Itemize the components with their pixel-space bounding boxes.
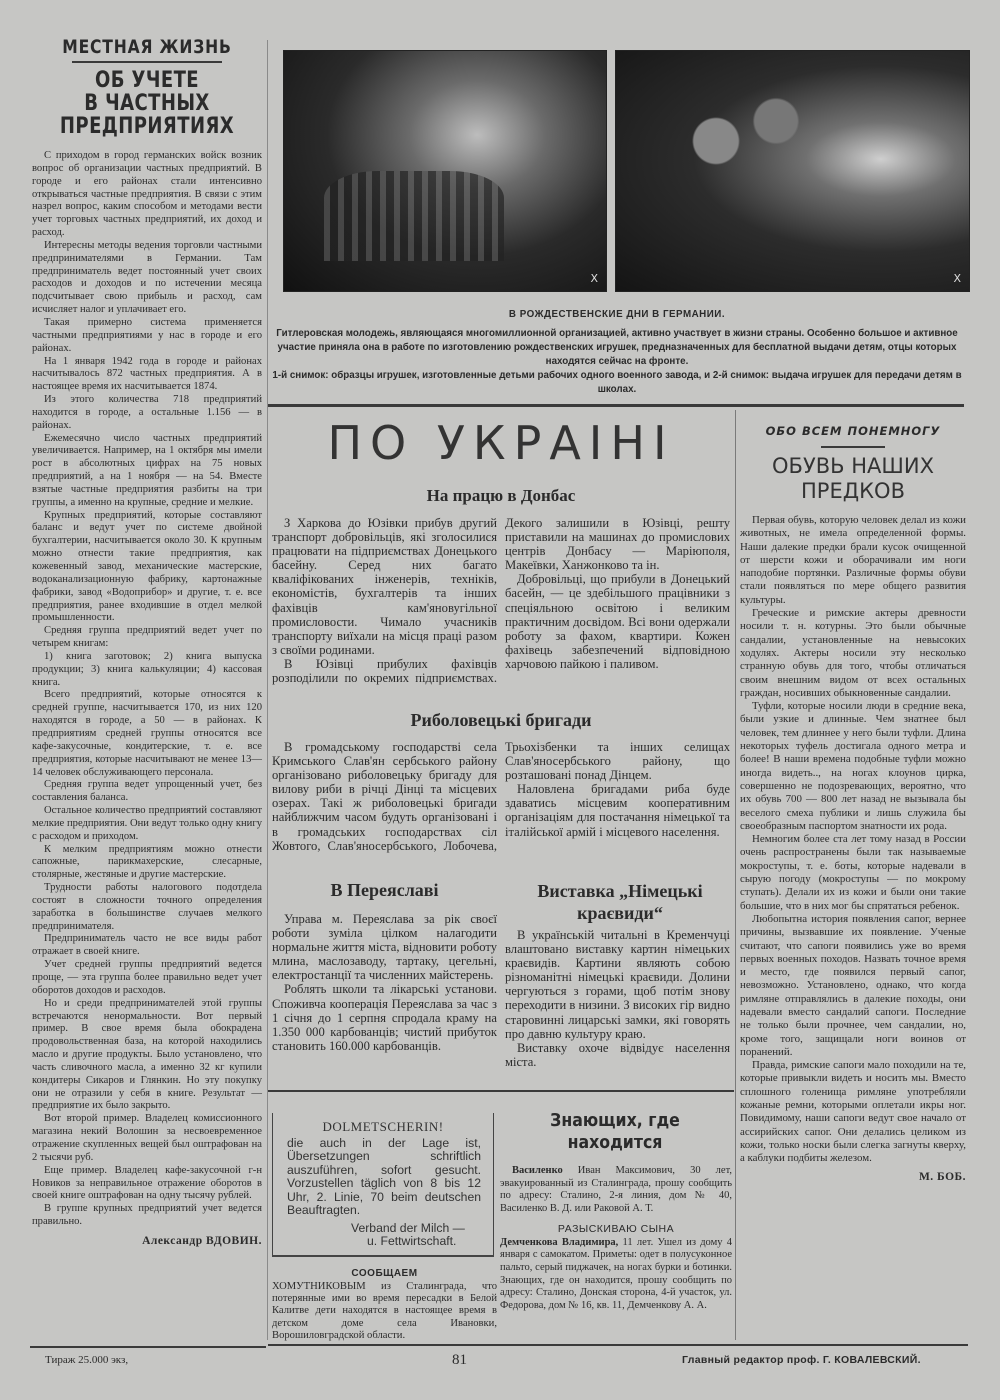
toy-shapes: [324, 171, 504, 261]
paragraph: Первая обувь, которую человек делал из кожи животных, не имела определенной формы. Наши далекие предки брали кусок очищенной от шерсти кожи и оборачивали им ноги наподобие портянки. Различные формы обуви стали появляться по мере общего развития культуры.: [740, 514, 966, 606]
wanted-notice: [500, 1165, 732, 1313]
shoes-column: [740, 424, 966, 1183]
ukraine-headline: ПО УКРАІНІ: [327, 416, 675, 470]
article-title: [740, 454, 966, 504]
wanted-name: Василенко: [512, 1165, 563, 1176]
editor-credit: Главный редактор проф. Г. КОВАЛЕВСКИЙ.: [682, 1354, 921, 1366]
ad-sender: [273, 1222, 493, 1249]
donbas-body: [272, 516, 730, 694]
divider: [72, 61, 222, 63]
ad-text: die auch in der Lage ist, Übersetzungen schriftlich auszuführen, sofort gesucht. Vorzustellen täglich von 8 bis 12 Uhr, 2. Linie, 70 beim deutschen Beauftragten.: [287, 1135, 481, 1217]
column-rule: [735, 410, 736, 1340]
paragraph: В громадському господарстві села Кримського Слав'ян сербського району організовано риболовецьку бригаду для вилову риби в річці Дінці та місцевих озерах. Такі ж риболовецькі бригади найближчим часом будуть організовані і в громадських господарствах сіл Жовтого, Слав'яносербського, Лобочева, Трьохізбенки та інших селищах Слав'яносербського району, що розташовані понад Дінцем.: [272, 740, 730, 853]
wanted-text: Иван Максимович, 30 лет, эвакуированный из Сталинграда, прошу сообщить по адресу: Сталино, 2-я линия, дом № 40, Василенко В. Д. или Раковой А. Т.: [500, 1165, 732, 1215]
divider: [268, 1090, 734, 1092]
paragraph: Ежемесячно число частных предприятий увеличивается. Например, на 1 октября мы имели рост в абсолютных цифрах на 75 новых предприятий, а на 1 ноября — на 54. Вместе взятые частные предприятия разбиты на три группы, а именно на крупные, средние и мелкие.: [32, 432, 262, 508]
photo-caption: [272, 308, 962, 397]
photo-toys: [283, 50, 607, 292]
caption-title: В РОЖДЕСТВЕНСКИЕ ДНИ В ГЕРМАНИИ.: [508, 309, 726, 320]
paragraph: Из этого количества 718 предприятий находится в городе, а остальные 1.156 — в районах.: [32, 394, 262, 431]
paragraph: З Харкова до Юзівки прибув другий транспорт добровільців, які зголосилися працювати на підприємствах Донецького басейну. Серед них багато кваліфікованих інженерів, техніків, економістів, бухгалтерів та інших фахівців кам'яновугільної промисловости. Чимало учасників транспорту виїхали на місця праці разом з своїми родинами.: [272, 516, 497, 657]
caption-text: Гитлеровская молодежь, являющаяся многомиллионной организацией, активно участвует в жизни страны. Особенно большое и активное участие приняла она в работе по изготовлению рождественских игрушек, предназначенных для бесплатной выдачи детям, отцы которых находятся сейчас на фронте.: [276, 328, 958, 367]
paragraph: Вот второй пример. Владелец комиссионного магазина некий Волошин за несвоевременное отражение скупленных вещей был оштрафован на 2 тысячи руб.: [32, 1113, 262, 1163]
paragraph: В українській читальні в Кременчуці влаштовано виставку картин німецьких краєвидів. Картини являють собою різноманітні німецькі краєвиди. Долини чергуються з горами, щоб потім знову переходити в низини. З високих гір видно старовинні лицарські замки, які говорять про давню культуру краю.: [505, 928, 730, 1041]
paragraph: Трудности работы налогового подотдела состоят в сложности точного определения заработка в большинстве случаев мелкого предпринимателя.: [32, 882, 262, 932]
paragraph: Правда, римские сапоги мало походили на те, которые привыкли видеть и носить мы. Вместо сплошного голенища римляне употребляли кожаные ремни, которыми оплетали икры ног. Повидимому, наши сапоги ведут свое начало от ассирийских сапог. Они делались целиком из кожи, только носки были слегка загнуты кверху, а каблуки подбиты железом.: [740, 1059, 966, 1165]
divider: [30, 1346, 266, 1348]
article-title: [53, 69, 242, 138]
paragraph: Туфли, которые носили люди в средние века, были узкие и длинные. Чем знатнее был человек, тем длиннее у него были туфли. Длина некоторых туфель достигала одного метра и более! В наши времена подобные туфли можно иногда видеть.., на ногах клоунов цирка, совершенно не подозревающих, вероятно, что их обувь 700 — 800 лет назад не вызывала бы веселого смеха публики и лишь служила бы своеобразным паспортом знатности их рода.: [740, 700, 966, 832]
paragraph: 1) книга заготовок; 2) книга выпуска продукции; 3) книга калькуляции; 4) кассовая книга.: [32, 650, 262, 688]
paragraph: Немногим более ста лет тому назад в России очень распространены были так называемые мокроступы, т. е. боты, которые надевали в сырую погоду (мокроступы — по мокрому ступать). Делали их из кожи и были они такие большие, что в них мог бы спрятаться ребенок.: [740, 833, 966, 912]
divider: [268, 404, 964, 407]
paragraph: Греческие и римские актеры древности носили т. н. котурны. Это были обычные сандалии, установленные на невысоких ходулях. Актеры носили эту несколько странную обувь для того, чтобы отличаться своим внешним видом от всех остальных граждан, носивших обыкновенные сандалии.: [740, 607, 966, 699]
title-line: ПРЕДКОВ: [801, 479, 905, 503]
photo-toy-distribution: [615, 50, 970, 292]
paragraph: Интересны методы ведения торговли частными предпринимателями в Германии. Там предприниматель ведет постоянный учет своих расходов и доходов и по истечении месяца подсчитывает свою прибыль и расход, сам исчисляет налог и уплачивает его.: [32, 239, 262, 316]
paragraph: В группе крупных предприятий учет ведется правильно.: [32, 1203, 262, 1228]
article-body: [32, 150, 262, 1229]
fishing-title: Риболовецькі бригади: [410, 710, 592, 730]
pereyaslav-title: В Переяславі: [330, 880, 439, 900]
paragraph: Учет средней группы предприятий ведется проще, — эта группа более правильно ведет учет оборотов доходов и расходов.: [32, 959, 262, 996]
paragraph: Средняя группа предприятий ведет учет по четырем книгам:: [32, 625, 262, 650]
paragraph: Наловлена бригадами риба буде здаватись місцевим кооперативним організаціям для постачання німецької та італійської армій і місцевого населення.: [505, 782, 730, 839]
notice-title: СООБЩАЕМ: [351, 1268, 418, 1279]
paragraph: Любопытна история появления сапог, вернее причины, вызвавшие их появление. Ученые считают, что сапоги появились уже во время первых военных походов. Назвать точное время и место, где появился первый сапог, невозможно. Установлено, однако, что когда римляне отправлялись в далекие походы, они надевали вместо сандалий сапоги. Последние не только были прочнее, чем сандалии, но, кроме того, защищали ноги воинов от поранений.: [740, 912, 966, 1058]
local-life-column: [32, 36, 262, 1247]
exhibition-title: Виставка „Німецькі краєвиди“: [537, 881, 703, 923]
divider: [268, 1344, 968, 1346]
ad-heading: DOLMETSCHERIN!: [322, 1119, 444, 1134]
column-rule: [267, 40, 268, 1340]
paragraph: С приходом в город германских войск возник вопрос об организации частных предприятий. В городе и его районах стали интенсивно открываться частные предприятия. В связи с этим назрел вопрос, каким способом и методами вести учет торговых частных предприятий, их доход и расход.: [32, 150, 262, 239]
title-line: ПРЕДПРИЯТИЯХ: [59, 114, 235, 139]
paragraph: Крупных предприятий, которые составляют баланс и ведут учет по системе двойной бухгалтерии, насчитывается около 30. К крупным можно отнести такие предприятия, как кожевенный завод, механические мастерские, водоканализационную фабрику, картонажные фабрики, завод «Водоприбор» и другие, т. е. все предприятия, ранее входившие в отдел мелкой промышленности.: [32, 509, 262, 624]
divider: [821, 446, 885, 448]
page-number: 81: [452, 1352, 467, 1368]
article-signature: Александр ВДОВИН.: [142, 1234, 262, 1247]
fishing-body: [272, 740, 730, 870]
paragraph: Средняя группа ведет упрощенный учет, без составления баланса.: [32, 779, 262, 804]
paragraph: Такая примерно система применяется частными предприятиями у нас в городе и его районах.: [32, 316, 262, 354]
paragraph: Роблять школи та лікарські установи. Споживча кооперація Переяслава за час з 1 січня до 1 серпня спродала краму на 1.350 000 карбованців; чистий прибуток становить 160.000 карбованців.: [272, 982, 497, 1053]
paragraph: В Юзівці прибулих фахівців розподілили по окремих підприємствах. Декого залишили в Юзівці, решту приставили на машинах до промислових центрів Донбасу — Маріюполя, Макеївки, Ханжонково та ін.: [272, 516, 730, 686]
wanted-title: Знающих, где находится: [550, 1111, 680, 1153]
section-heading: МЕСТНАЯ ЖИЗНЬ: [62, 36, 232, 58]
paragraph: Еще пример. Владелец кафе-закусочной г-н Новиков за неправильное отражение оборотов в своей книге оштрафован на одну тысячу рублей.: [32, 1164, 262, 1202]
article-signature: М. БОБ.: [918, 1170, 966, 1183]
paragraph: Виставку охоче відвідує населення міста.: [505, 1040, 730, 1069]
ad-sender-line: Verband der Milch —: [351, 1220, 465, 1235]
title-line: ОБ УЧЕТЕ: [94, 68, 200, 93]
pereyaslav-body: [272, 912, 497, 1053]
wanted-subtitle: РАЗЫСКИВАЮ СЫНА: [557, 1222, 675, 1235]
wanted-son-text: 11 лет. Ушел из дому 4 января с самокатом. Приметы: одет в полусуконное пальто, серый пиджачек, на ногах бурки и ботинки. Знающих, где он находится, прошу сообщить по адресу: Сталино, Донская сторона, 4-й участок, ул. Федорова, дом № 16, кв. 11, Демченкову А. А.: [500, 1236, 732, 1312]
circulation: Тираж 25.000 экз,: [45, 1354, 129, 1366]
paragraph: На 1 января 1942 года в городе и районах насчитывалось 872 частных предприятия. А в настоящее время их насчитывается 1874.: [32, 355, 262, 393]
title-line: В ЧАСТНЫХ: [84, 91, 210, 116]
photo-marker: X: [590, 272, 598, 285]
paragraph: Добровільці, що прибули в Донецький басейн, — це здебільшого працівники з спеціяльною освітою і великим практичним досвідом. Всі вони одержали роботу за фахом, квартири. Кожен фахівець забезпечений відповідною харчовою пайкою і паливом.: [505, 572, 730, 671]
title-line: ОБУВЬ НАШИХ: [772, 454, 934, 478]
wanted-son-name: Демченкова Владимира,: [500, 1236, 619, 1248]
paragraph: К мелким предприятиям можно отнести сапожные, парикмахерские, слесарные, столярные, жестяные и другие мастерские.: [32, 843, 262, 881]
people-shapes: [636, 81, 836, 281]
article-body: [740, 514, 966, 1166]
paragraph: Но и среди предпринимателей этой группы встречаются ненормальности. Вот первый пример. В свое время была обокрадена продовольственная база, на которой находились масло и другие продукты. Было установлено, что часть сливочного масла, а именно 32 кг купили кондитеры Сикаров и Глянкин. Но эту покупку они не отразили у себя в книге. Результат — предприятие их было закрыто.: [32, 997, 262, 1112]
donbas-title: На працю в Донбас: [426, 486, 576, 505]
rubric: ОБО ВСЕМ ПОНЕМНОГУ: [765, 424, 941, 438]
notice-text: ХОМУТНИКОВЫМ из Сталинграда, что потерянные ими во время пересадки в Белой Калитве дети находятся в настоящее время в детском доме села Ивановки, Ворошиловградской области.: [272, 1281, 497, 1341]
caption-note: 1-й снимок: образцы игрушек, изготовленные детьми рабочих одного военного завода, и 2-й снимок: выдача игрушек для передачи детям в школах.: [272, 370, 962, 395]
exhibition-body: [505, 928, 730, 1069]
paragraph: Предприниматель часто не все виды работ отражает в своей книге.: [32, 933, 262, 958]
paragraph: Остальное количество предприятий составляют мелкие предприятия. Они ведут только одну книгу с расходом и приходом.: [32, 805, 262, 842]
paragraph: Управа м. Переяслава за рік своєї роботи зуміла цілком налагодити нормальне життя міста, відновити роботу млина, маслозаводу, тартаку, цегельні, електростанції та численних майстерень.: [272, 912, 497, 983]
paragraph: Всего предприятий, которые относятся к средней группе, насчитывается 170, из них 120 находятся в городе, а 50 — в районах. К предприятиям средней группы относятся все кафе-закусочные, кондитерские, т. е. все предприятия, которые насчитывают не менее 13—14 человек обслуживающего персонала.: [32, 689, 262, 778]
ad-sender-line: u. Fettwirtschaft.: [367, 1234, 457, 1248]
photo-marker: X: [953, 272, 961, 285]
interpreter-ad: [272, 1113, 494, 1257]
